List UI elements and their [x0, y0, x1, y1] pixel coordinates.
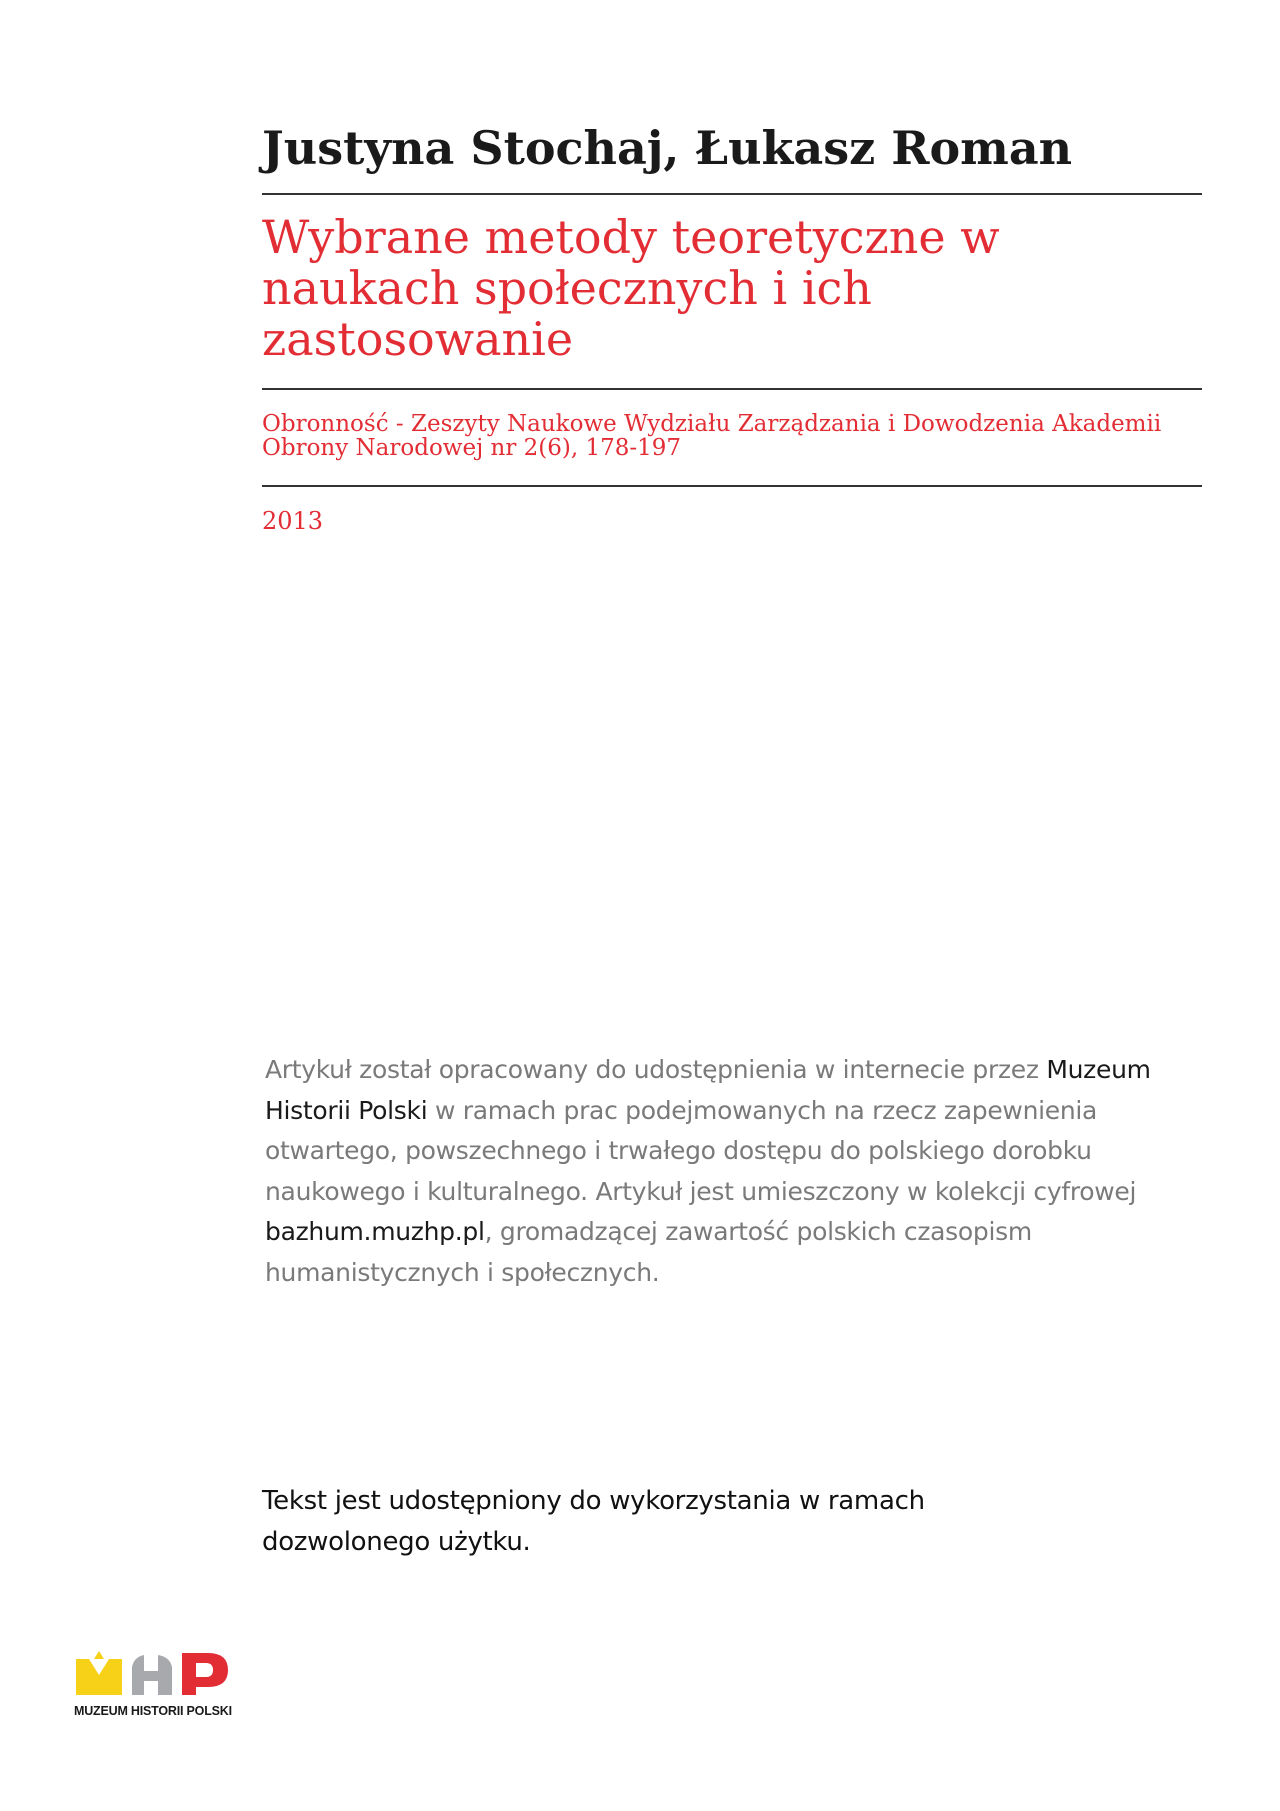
notice-text: Artykuł został opracowany do udostępnienia w internecie przez — [265, 1055, 1047, 1084]
collection-link[interactable]: bazhum.muzhp.pl — [265, 1217, 485, 1246]
logo-caption: MUZEUM HISTORII POLSKI — [74, 1704, 232, 1718]
publication-year: 2013 — [262, 507, 324, 535]
digitization-notice — [265, 1050, 1205, 1293]
publication-source: Obronność - Zeszyty Naukowe Wydziału Zarządzania i Dowodzenia Akademii Obrony Narodowej nr 2(6), 178-197 — [262, 411, 1162, 461]
notice-text: , gromadzącej zawartość polskich czasopism humanistycznych i społecznych. — [265, 1217, 1032, 1287]
logo-letter-p-icon — [182, 1653, 228, 1695]
museum-logo — [72, 1645, 272, 1725]
divider — [262, 388, 1202, 390]
logo-letter-m-icon — [76, 1651, 122, 1695]
museum-name: Muzeum Historii Polski — [265, 1055, 1151, 1125]
mhp-logo-icon — [72, 1645, 272, 1703]
notice-text: w ramach prac podejmowanych na rzecz zapewnienia otwartego, powszechnego i trwałego dostępu do polskiego dorobku naukowego i kulturalnego. Artykuł jest umieszczony w kolekcji cyfrowej — [265, 1095, 1137, 1206]
divider — [262, 485, 1202, 487]
authors: Justyna Stochaj, Łukasz Roman — [262, 121, 1073, 175]
license-notice: Tekst jest udostępniony do wykorzystania w ramach dozwolonego użytku. — [262, 1486, 925, 1557]
article-title: Wybrane metody teoretyczne w naukach społecznych i ich zastosowanie — [262, 210, 1000, 366]
logo-letter-h-icon — [132, 1655, 172, 1695]
divider — [262, 193, 1202, 195]
